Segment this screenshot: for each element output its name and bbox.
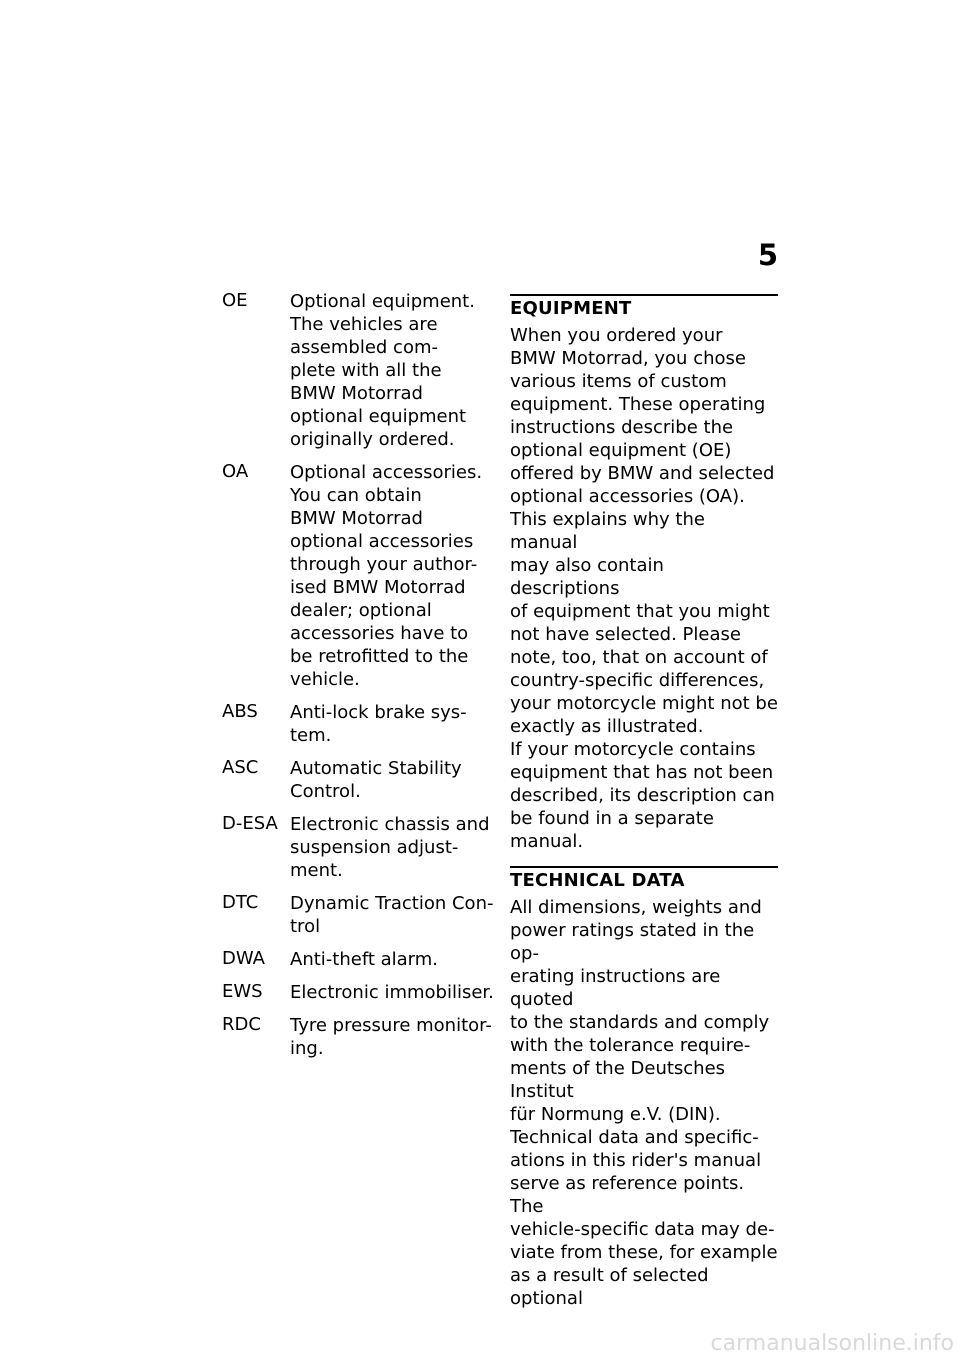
- paragraph: If your motorcycle contains equipment that has not been described, its description can be found in a separate manual.: [510, 739, 775, 852]
- section-title: TECHNICAL DATA: [510, 870, 685, 891]
- abbreviation-definition: Automatic Stability Control.: [290, 758, 462, 802]
- abbreviation-definition: Electronic chassis and suspension adjust- ment.: [290, 814, 490, 881]
- paragraph: Technical data and specific- ations in this rider's manual serve as reference points. The vehicle-specific data may de- viate from these, for example as a result of selected optional: [510, 1127, 778, 1309]
- abbreviation-term: OE: [222, 290, 248, 311]
- section-equipment: [510, 294, 778, 853]
- abbreviation-item: [222, 461, 494, 691]
- paragraph: All dimensions, weights and power ratings stated in the op- erating instructions are quoted to the standards and comply with the tolerance require- ments of the Deutsches Institut für Normung e.V. (DIN).: [510, 897, 770, 1125]
- abbreviation-definition: Optional equipment.: [290, 291, 475, 312]
- paragraph: When you ordered your BMW Motorrad, you chose various items of custom equipment. These operating instructions describe the optional equipment (OE) offered by BMW and selected optional accessories (OA).: [510, 325, 775, 507]
- abbreviation-item: [222, 290, 494, 451]
- section-technical-data: [510, 866, 778, 1310]
- abbreviation-detail: The vehicles are assembled com- plete with all the BMW Motorrad optional equipment originally ordered.: [290, 314, 467, 450]
- abbreviation-definition: Anti-theft alarm.: [290, 949, 439, 970]
- abbreviation-term: D-ESA: [222, 813, 278, 834]
- paragraph: This explains why the manual may also contain descriptions of equipment that you might not have selected. Please note, too, that on account of country-specific differences, your motorcycle might not be exactly as illustrated.: [510, 509, 778, 737]
- abbreviation-definition: Tyre pressure monitor- ing.: [290, 1015, 492, 1059]
- abbreviation-definition: Electronic immobiliser.: [290, 982, 494, 1003]
- abbreviation-term: RDC: [222, 1014, 261, 1035]
- abbreviation-term: ASC: [222, 757, 259, 778]
- content-column: [510, 294, 778, 1310]
- abbreviation-item: [222, 1014, 494, 1060]
- abbreviation-item: [222, 981, 494, 1004]
- abbreviation-term: ABS: [222, 701, 258, 722]
- abbreviation-item: [222, 948, 494, 971]
- abbreviation-definition: Anti-lock brake sys- tem.: [290, 702, 467, 746]
- abbreviation-item: [222, 701, 494, 747]
- abbreviation-definition: Dynamic Traction Con- trol: [290, 893, 494, 937]
- abbreviation-definition: Optional accessories.: [290, 462, 483, 483]
- section-divider: [510, 866, 778, 868]
- section-title: EQUIPMENT: [510, 298, 632, 319]
- abbreviation-item: [222, 892, 494, 938]
- abbreviation-list: [222, 290, 494, 1070]
- abbreviation-term: DWA: [222, 948, 265, 969]
- watermark: carmanualsonline.info: [710, 1331, 954, 1356]
- abbreviation-term: OA: [222, 461, 249, 482]
- abbreviation-term: DTC: [222, 892, 259, 913]
- section-divider: [510, 294, 778, 296]
- abbreviation-item: [222, 813, 494, 882]
- abbreviation-item: [222, 757, 494, 803]
- abbreviation-detail: You can obtain BMW Motorrad optional accessories through your author- ised BMW Motorrad dealer; optional accessories have to be retrofitted to the vehicle.: [290, 485, 478, 690]
- page-number: 5: [757, 238, 778, 272]
- abbreviation-term: EWS: [222, 981, 263, 1002]
